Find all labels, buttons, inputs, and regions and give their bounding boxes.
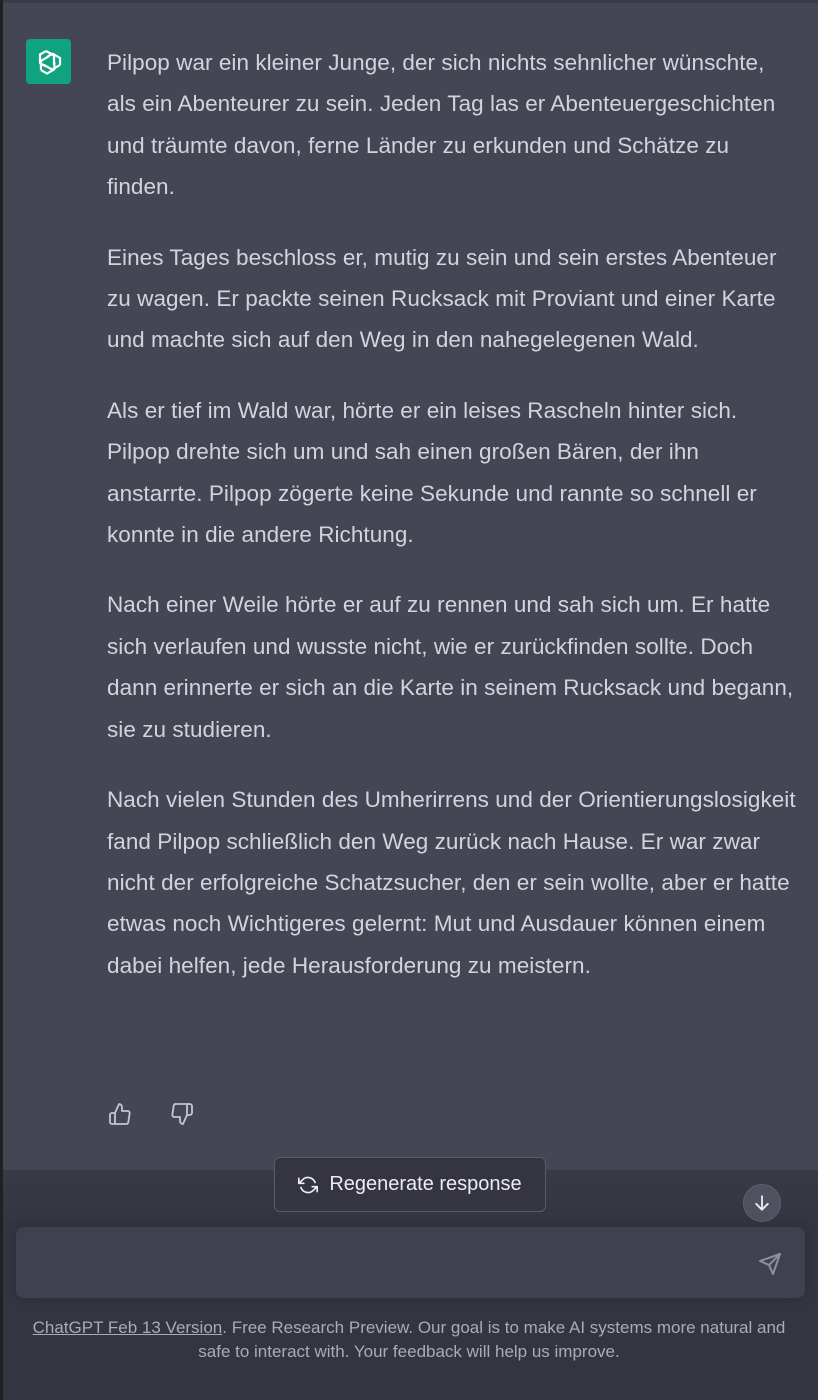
message-paragraph: Eines Tages beschloss er, mutig zu sein und sein erstes Abenteuer zu wagen. Er packte seinen Rucksack mit Proviant und einer Karte und machte sich auf den Weg in den nahegelegenen Wald. <box>107 244 777 353</box>
send-icon <box>758 1252 782 1276</box>
arrow-down-icon <box>752 1193 772 1213</box>
version-link[interactable]: ChatGPT Feb 13 Version <box>32 1318 223 1337</box>
send-button[interactable] <box>757 1251 783 1277</box>
feedback-buttons <box>108 1101 194 1127</box>
regenerate-label: Regenerate response <box>329 1173 522 1195</box>
message-paragraph: Nach einer Weile hörte er auf zu rennen und sah sich um. Er hatte sich verlaufen und wusste nicht, wie er zurückfinden sollte. Doch dann erinnerte er sich an die Karte in seinem Rucksack und begann, sie zu studieren. <box>107 592 794 742</box>
footer-text: . Free Research Preview. Our goal is to make AI systems more natural and safe to interact with. Your feedback will help us improve. <box>198 1318 786 1361</box>
message-paragraph: Als er tief im Wald war, hörte er ein leises Rascheln hinter sich. Pilpop drehte sich um und sah einen großen Bären, der ihn anstarrte. Pilpop zögerte keine Sekunde und rannte so schnell er konnte in die andere Richtung. <box>107 397 757 548</box>
footer-disclaimer <box>30 1316 788 1364</box>
thumbs-down-icon <box>170 1102 194 1126</box>
refresh-icon <box>298 1175 318 1195</box>
thumbs-down-button[interactable] <box>170 1101 194 1127</box>
thumbs-up-button[interactable] <box>108 1101 132 1127</box>
thumbs-up-icon <box>108 1102 132 1126</box>
assistant-message <box>3 0 818 1170</box>
scroll-to-bottom-button[interactable] <box>743 1184 781 1222</box>
message-paragraph: Pilpop war ein kleiner Junge, der sich nichts sehnlicher wünschte, als ein Abenteurer zu sein. Jeden Tag las er Abenteuergeschichten und träumte davon, ferne Länder zu erkunden und Schätze zu finden. <box>107 50 776 200</box>
message-input[interactable] <box>34 1249 738 1283</box>
message-input-box <box>16 1227 805 1298</box>
message-paragraph: Nach vielen Stunden des Umherirrens und der Orientierungslosigkeit fand Pilpop schließlich den Weg zurück nach Hause. Er war zwar nicht der erfolgreiche Schatzsucher, den er sein wollte, aber er hatte etwas noch Wichtigeres gelernt: Mut und Ausdauer können einem dabei helfen, jede Herausforderung zu meistern. <box>107 787 796 978</box>
message-content <box>107 42 797 1015</box>
regenerate-response-button[interactable] <box>274 1157 546 1212</box>
openai-logo-icon <box>26 39 71 84</box>
